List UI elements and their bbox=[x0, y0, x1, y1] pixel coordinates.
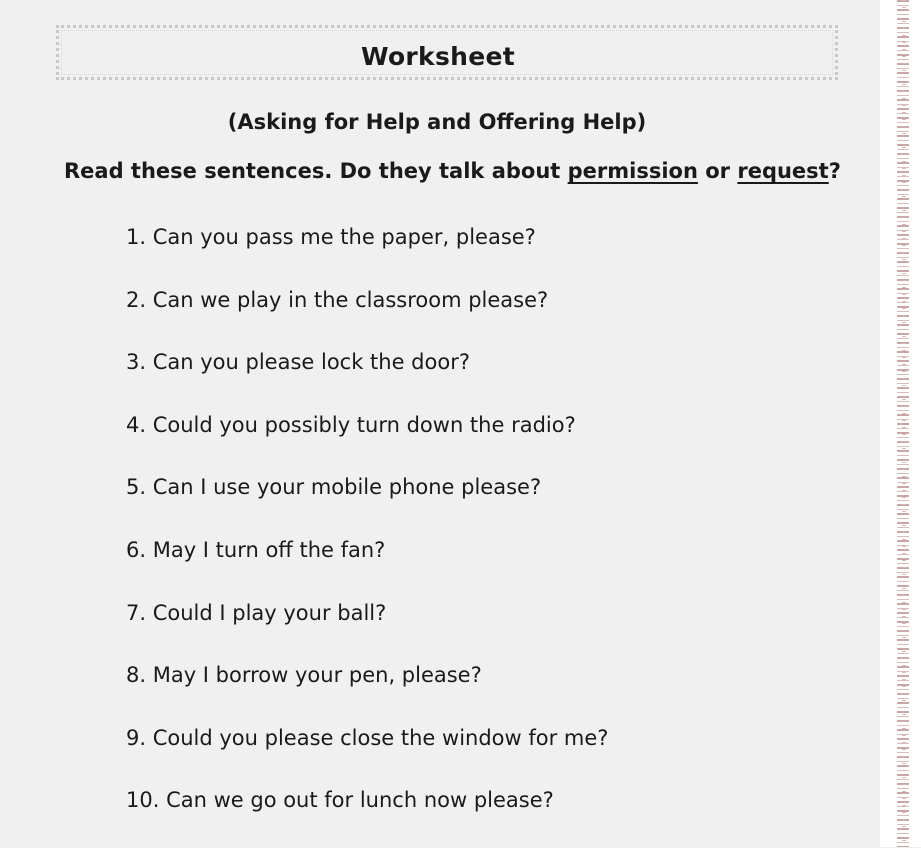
instruction-text bbox=[64, 159, 841, 183]
question-item: 6. May I turn off the fan? bbox=[126, 537, 386, 562]
question-item: 9. Could you please close the window for me? bbox=[126, 725, 609, 750]
question-item: 4. Could you possibly turn down the radio? bbox=[126, 412, 576, 437]
instruction-suffix: ? bbox=[828, 159, 841, 183]
question-item: 3. Can you please lock the door? bbox=[126, 350, 470, 375]
page-title: Worksheet bbox=[360, 42, 516, 71]
question-item: 2. Can we play in the classroom please? bbox=[126, 287, 549, 312]
question-item: 7. Could I play your ball? bbox=[126, 600, 387, 625]
question-item: 5. Can I use your mobile phone please? bbox=[126, 475, 542, 500]
instruction-middle: or bbox=[697, 159, 738, 183]
question-item: 8. May I borrow your pen, please? bbox=[126, 663, 482, 688]
decorative-border-dots bbox=[902, 0, 906, 847]
instruction-word-request: request bbox=[737, 159, 829, 183]
question-list bbox=[126, 222, 608, 848]
instruction-word-permission: permission bbox=[567, 159, 698, 183]
instruction-prefix: Read these sentences. Do they talk about bbox=[64, 159, 568, 183]
page-subtitle: (Asking for Help and Offering Help) bbox=[227, 110, 647, 134]
question-item: 1. Can you pass me the paper, please? bbox=[126, 225, 536, 249]
question-item: 10. Can we go out for lunch now please? bbox=[126, 788, 554, 813]
